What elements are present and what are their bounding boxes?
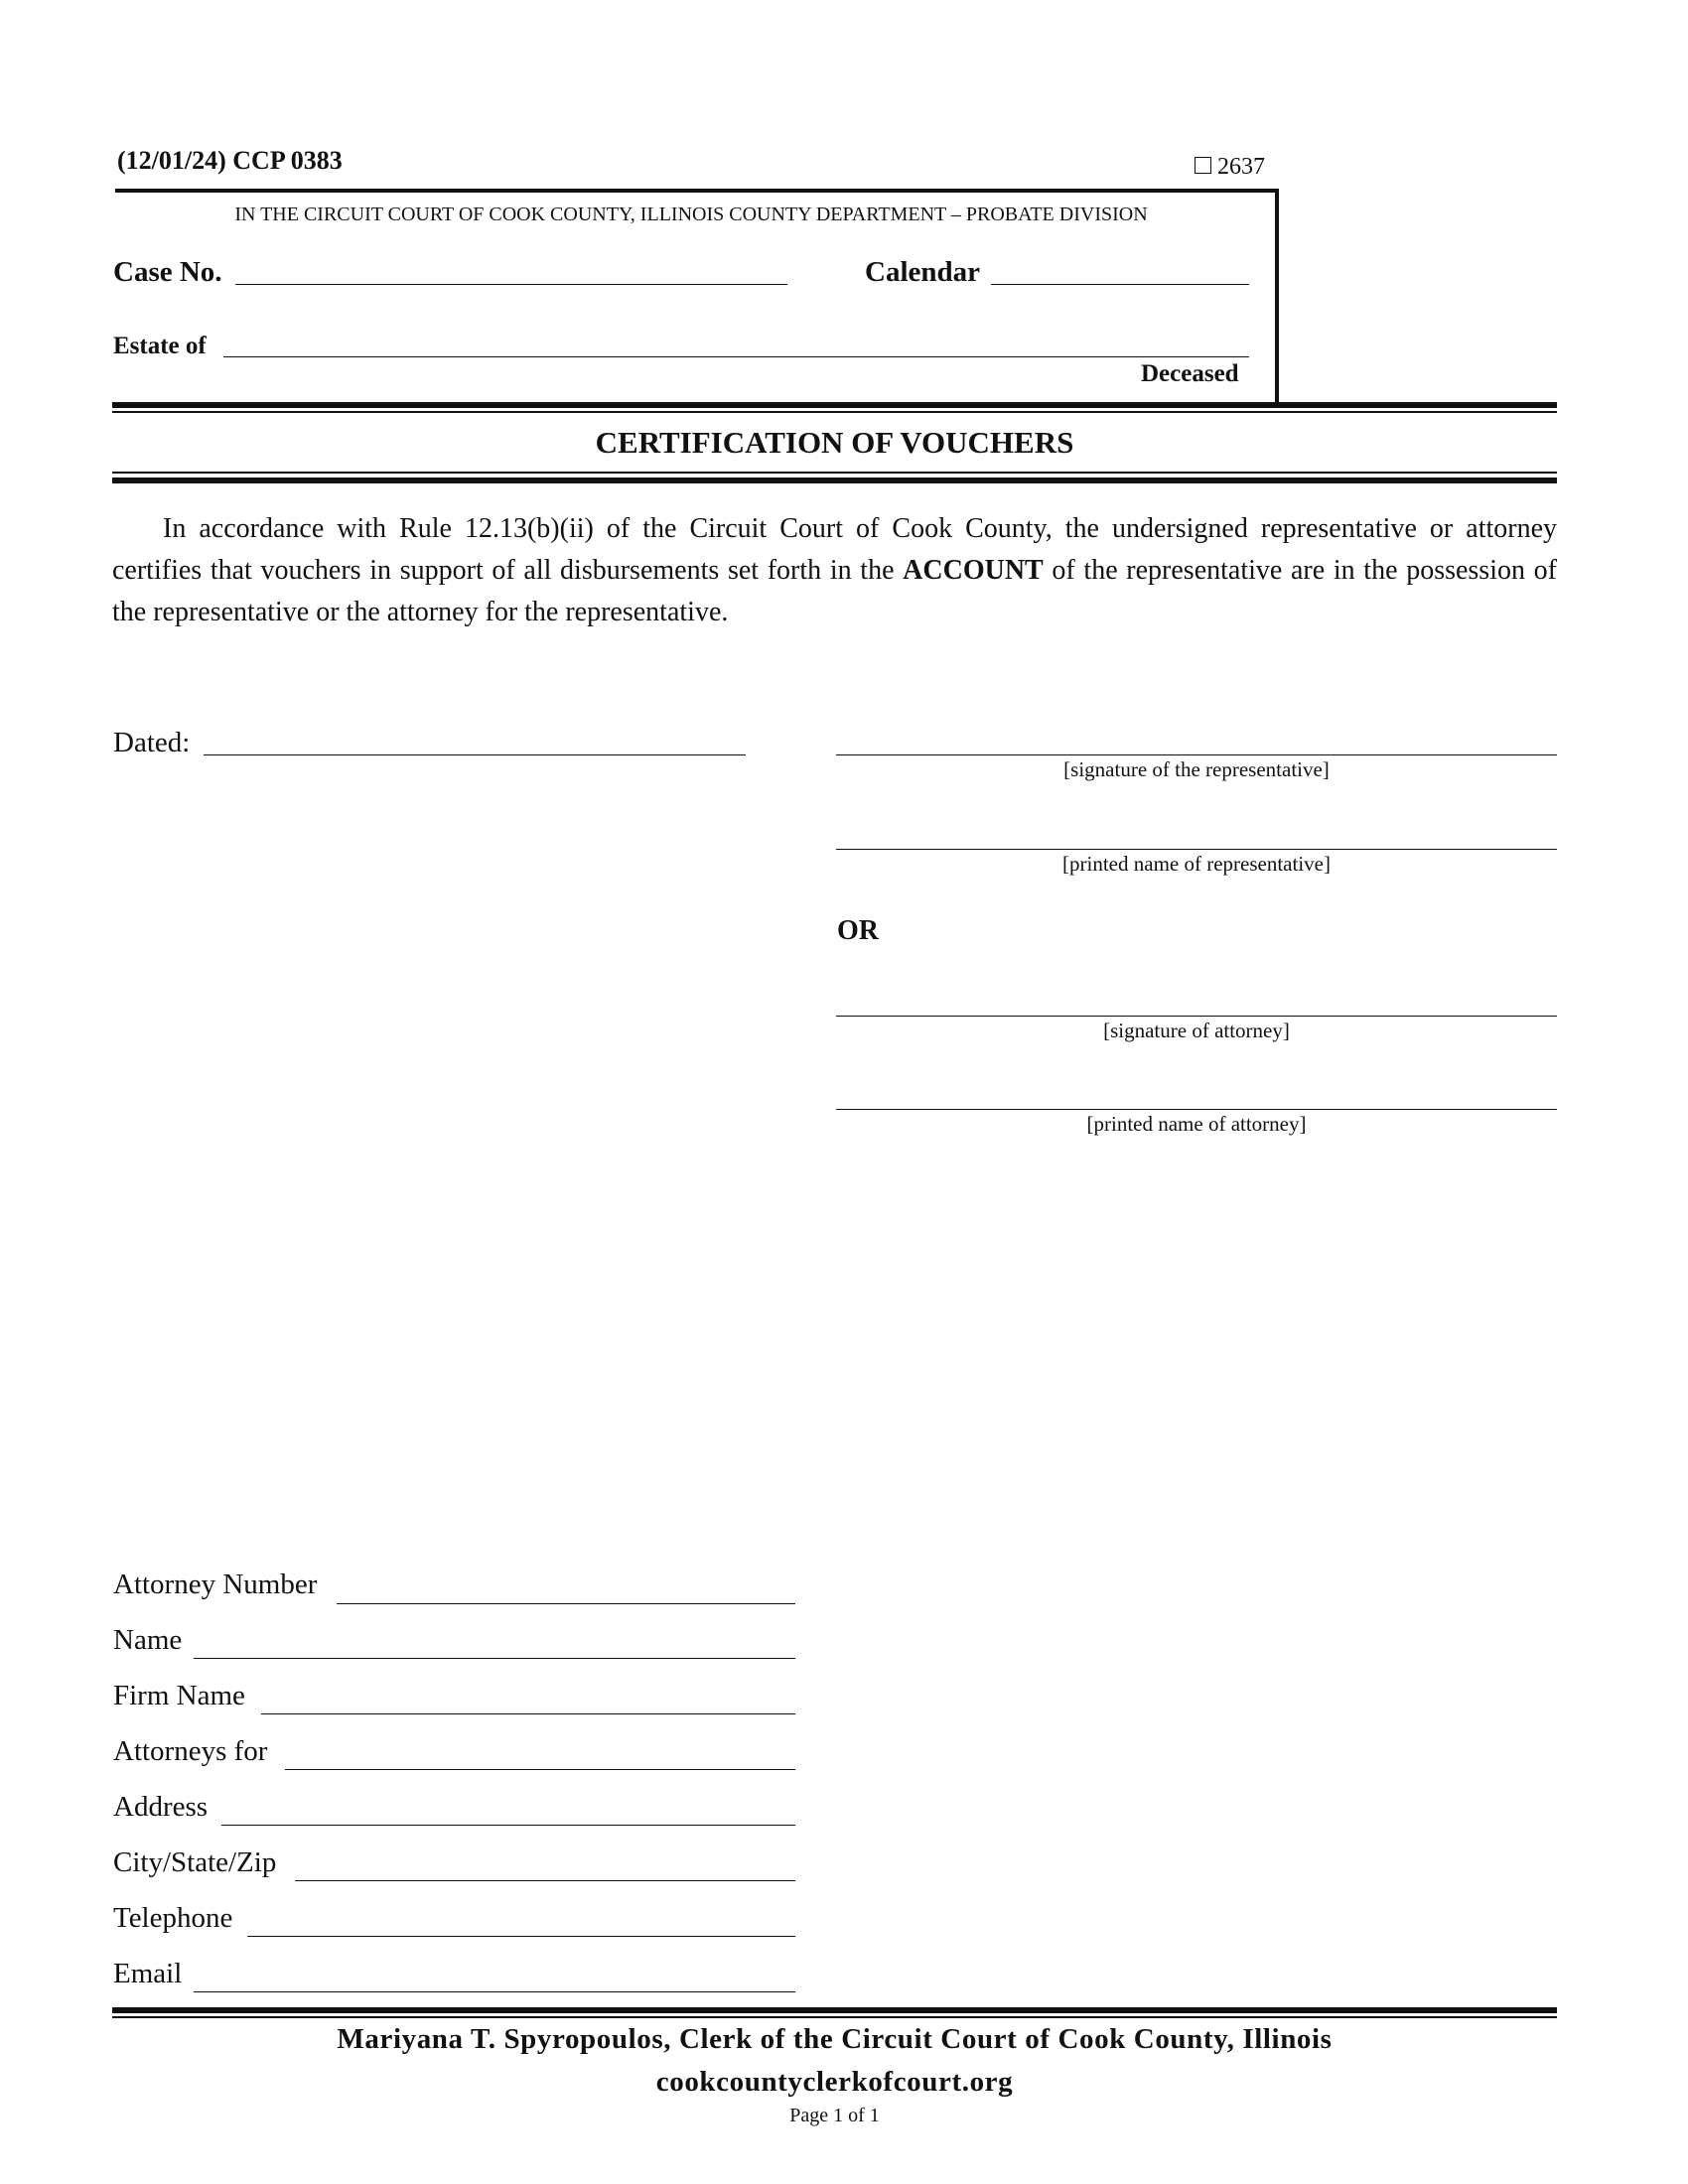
title-rule-top-thick (112, 402, 1557, 408)
rep-name-caption: [printed name of representative] (1062, 852, 1331, 876)
address-label: Address (113, 1791, 209, 1823)
firm-name-label: Firm Name (113, 1680, 245, 1711)
title-rule-bottom-thick (112, 478, 1557, 483)
rep-signature-caption: [signature of the representative] (1063, 757, 1330, 781)
calendar-label: Calendar (865, 256, 980, 288)
telephone-field[interactable] (247, 1936, 795, 1937)
certification-paragraph (112, 508, 1557, 633)
paragraph-text-start: In accordance with Rule 12.13(b)(ii) of the Circuit Court of Cook County, the undersigned representative or attorney certifies that vouchers in support of all disbursements set forth in the (112, 513, 1557, 586)
name-field[interactable] (194, 1658, 795, 1659)
attorney-name-caption: [printed name of attorney] (1086, 1112, 1307, 1136)
dated-field[interactable] (204, 754, 746, 755)
dated-label: Dated: (113, 727, 191, 758)
clerk-website[interactable]: cookcountyclerkofcourt.org (655, 2066, 1014, 2098)
footer-rule-thick (112, 2007, 1557, 2013)
rep-name-line[interactable] (836, 849, 1557, 850)
form-id: (12/01/24) CCP 0383 (117, 146, 343, 175)
page-number: Page 1 of 1 (789, 2105, 880, 2126)
rep-signature-line[interactable] (836, 754, 1557, 755)
checkbox-icon[interactable] (1195, 157, 1211, 174)
attorneys-for-label: Attorneys for (113, 1735, 268, 1767)
form-code (1195, 154, 1265, 181)
account-emphasis: ACCOUNT (903, 555, 1044, 586)
telephone-label: Telephone (113, 1902, 233, 1934)
header-box-right-border (1275, 189, 1279, 403)
email-field[interactable] (194, 1991, 795, 1992)
estate-of-field[interactable] (223, 356, 1249, 357)
attorney-name-line[interactable] (836, 1109, 1557, 1110)
deceased-label: Deceased (1141, 360, 1239, 387)
calendar-field[interactable] (991, 284, 1249, 285)
header-box-top-border (115, 189, 1279, 193)
address-field[interactable] (221, 1825, 795, 1826)
court-name: IN THE CIRCUIT COURT OF COOK COUNTY, ILLINOIS COUNTY DEPARTMENT – PROBATE DIVISION (234, 204, 1148, 225)
footer-rule-thin (112, 2016, 1557, 2018)
title-rule-bottom-thin (112, 472, 1557, 474)
case-no-label: Case No. (113, 256, 222, 288)
city-state-zip-field[interactable] (295, 1880, 795, 1881)
city-state-zip-label: City/State/Zip (113, 1846, 277, 1878)
or-label: OR (837, 915, 879, 946)
name-label: Name (113, 1624, 183, 1656)
form-code-number: 2637 (1217, 154, 1265, 180)
title-rule-top-thin (112, 411, 1557, 413)
firm-name-field[interactable] (261, 1713, 795, 1714)
estate-of-label: Estate of (113, 333, 207, 359)
document-title: CERTIFICATION OF VOUCHERS (595, 425, 1074, 460)
attorneys-for-field[interactable] (285, 1769, 795, 1770)
clerk-name: Mariyana T. Spyropoulos, Clerk of the Circuit Court of Cook County, Illinois (337, 2023, 1333, 2055)
attorney-number-field[interactable] (337, 1603, 795, 1604)
case-no-field[interactable] (235, 284, 787, 285)
paragraph-text-end: of the representative are in the possession of the representative or the attorney for the representative. (112, 555, 1557, 627)
attorney-number-label: Attorney Number (113, 1569, 318, 1600)
attorney-signature-caption: [signature of attorney] (1103, 1019, 1290, 1042)
email-label: Email (113, 1958, 183, 1989)
attorney-signature-line[interactable] (836, 1016, 1557, 1017)
